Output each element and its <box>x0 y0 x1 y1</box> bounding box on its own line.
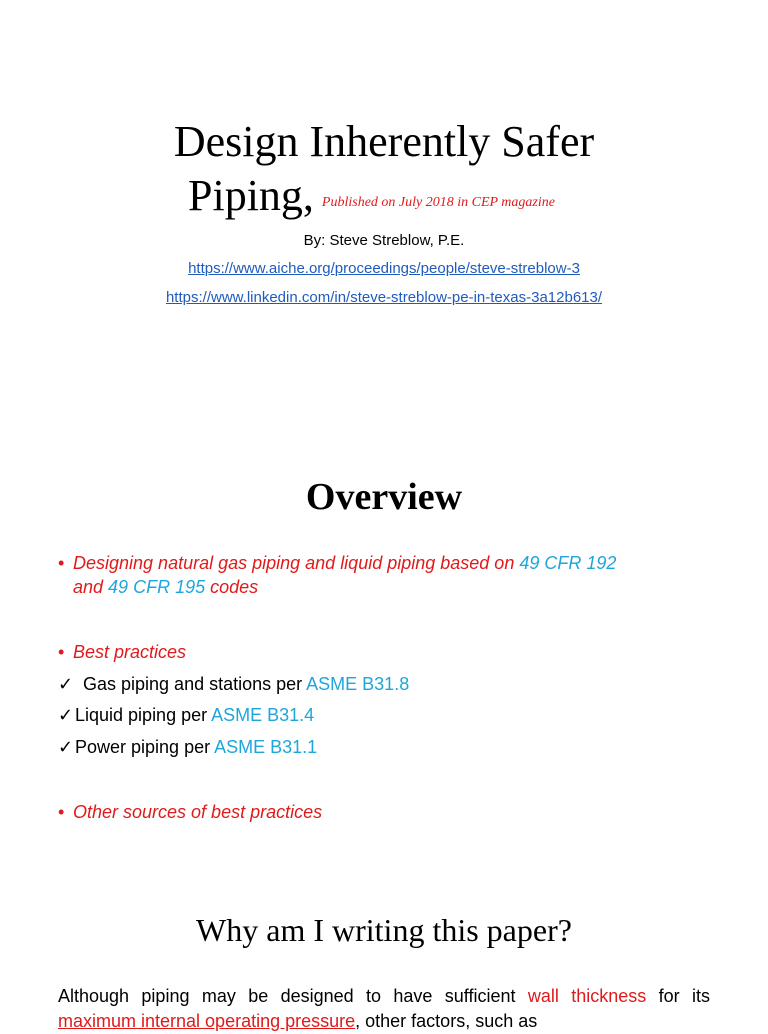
para-wall-thickness: wall thickness <box>527 986 647 1006</box>
check-item-text: Liquid piping per <box>75 705 212 725</box>
code-49-cfr-195: 49 CFR 195 <box>108 577 206 597</box>
check-item-power <box>58 735 317 759</box>
bullet-best-practices-text: Best practices <box>73 642 187 662</box>
para-text-2: for its <box>646 986 710 1006</box>
bullet-codes-part3: codes <box>205 577 259 597</box>
bullet-dot: • <box>58 802 65 822</box>
author-byline: By: Steve Streblow, P.E. <box>303 232 465 249</box>
bullet-dot: • <box>58 553 65 573</box>
why-heading: Why am I writing this paper? <box>196 912 572 948</box>
published-note: Published on July 2018 in CEP magazine <box>321 195 555 210</box>
bullet-best-practices <box>58 640 708 664</box>
code-asme-b31-8: ASME B31.8 <box>306 674 410 694</box>
bullet-codes-text <box>58 551 708 599</box>
check-item-text: Gas piping and stations per <box>78 674 307 694</box>
bullet-dot: • <box>58 642 65 662</box>
overview-heading: Overview <box>305 476 463 518</box>
checkmark-icon: ✓ <box>58 674 74 694</box>
title-line-2 <box>188 170 555 229</box>
aiche-link-row <box>0 258 768 280</box>
para-text-3: , other factors, such as <box>355 1011 538 1031</box>
linkedin-link-row <box>0 287 768 309</box>
bullet-codes <box>58 551 708 599</box>
para-max-pressure: maximum internal operating pressure <box>58 1011 356 1031</box>
title-line-1: Design Inherently Safer <box>173 117 595 166</box>
code-asme-b31-4: ASME B31.4 <box>211 705 315 725</box>
check-item-gas <box>58 672 409 696</box>
why-paragraph <box>58 984 710 1034</box>
code-asme-b31-1: ASME B31.1 <box>214 737 318 757</box>
title-piping: Piping, <box>188 171 314 220</box>
checkmark-icon: ✓ <box>58 737 74 757</box>
checkmark-icon: ✓ <box>58 705 74 725</box>
para-text-1: Although piping may be designed to have sufficient <box>58 986 528 1006</box>
bullet-other-sources-text: Other sources of best practices <box>73 802 323 822</box>
aiche-link[interactable]: https://www.aiche.org/proceedings/people/steve-streblow-3 <box>188 260 580 277</box>
check-item-text: Power piping per <box>75 737 215 757</box>
code-49-cfr-192: 49 CFR 192 <box>519 553 617 573</box>
bullet-codes-part1: Designing natural gas piping and liquid piping based on <box>73 553 520 573</box>
bullet-other-sources <box>58 800 708 824</box>
linkedin-link[interactable]: https://www.linkedin.com/in/steve-streblow-pe-in-texas-3a12b613/ <box>165 289 603 306</box>
bullet-codes-part2: and <box>73 577 109 597</box>
check-item-liquid <box>58 703 314 727</box>
